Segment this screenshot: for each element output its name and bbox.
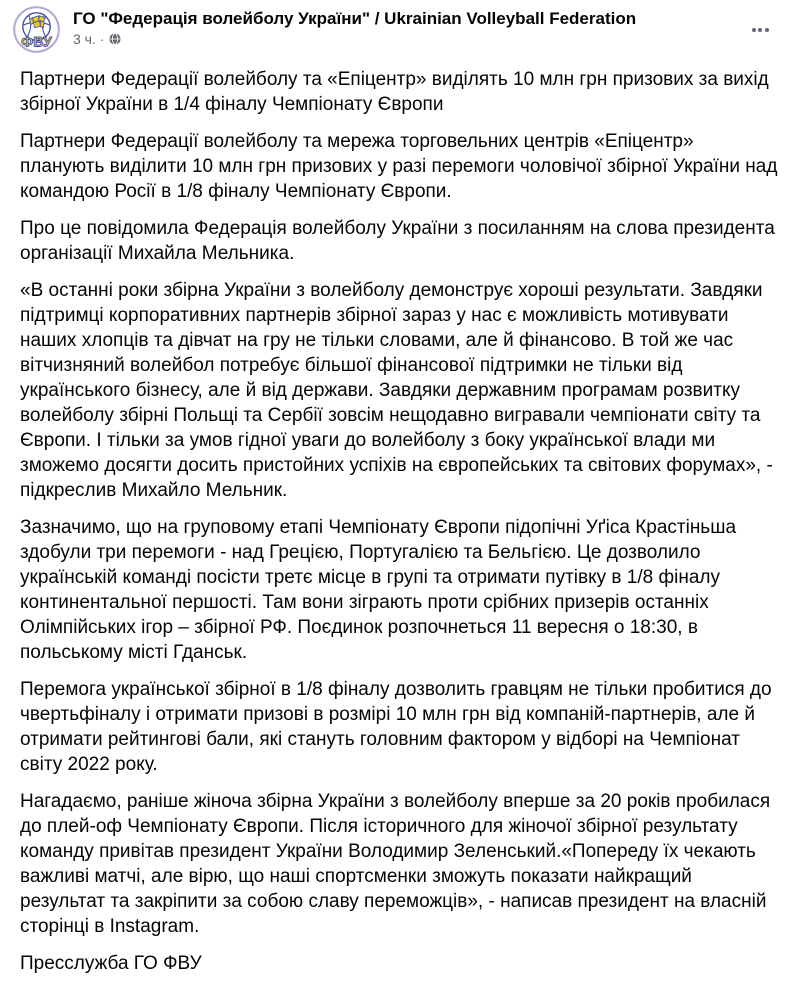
post-paragraph: Зазначимо, що на груповому етапі Чемпіонату Європи підопічні Уґіса Крастіньша здобули три перемоги - над Грецією, Португалією та Бельгією. Це дозволило українській команді посісти третє місце в групі та отримати путівку в 1/8 фіналу континентальної першості. Там вони зіграють проти срібних призерів останніх Олімпійських ігор – збірної РФ. Поєдинок розпочнеться 11 вересня о 18:30, в польському місті Гданськ.: [20, 517, 742, 663]
post-body: [0, 53, 800, 986]
author-name[interactable]: ГО "Федерація волейболу України" / Ukrainian Volleyball Federation: [73, 9, 637, 28]
post-header: [0, 0, 800, 53]
post-meta: [73, 32, 636, 46]
avatar[interactable]: [13, 6, 60, 53]
post-paragraph-headline: Партнери Федерації волейболу та «Епіцентр» виділять 10 млн грн призових за вихід збірної України в 1/4 фіналу Чемпіонату Європи: [20, 69, 774, 115]
post-paragraph: Перемога української збірної в 1/8 фіналу дозволить гравцям не тільки пробитися до чвертьфіналу і отримати призові в розмірі 10 млн грн від компаній-партнерів, але й отримати рейтингові бали, які стануть головним фактором у відборі на Чемпіонат світу 2022 року.: [20, 679, 777, 775]
avatar-logo-text: ФВУ: [21, 34, 52, 51]
meta-separator: ·: [99, 31, 105, 48]
post-paragraph: Партнери Федерації волейболу та мережа торговельних центрів «Епіцентр» планують виділити 10 млн грн призових у разі перемоги чоловічої збірної України над командою Росії в 1/8 фіналу Чемпіонату Європи.: [20, 131, 783, 202]
more-options-button[interactable]: [744, 14, 776, 46]
post-paragraph-quote: «В останні роки збірна України з волейболу демонструє хороші результати. Завдяки підтримці корпоративних партнерів збірної зараз у нас є можливість мотивувати наших хлопців та дівчат на гру не тільки словами, але й фінансово. В той же час вітчизняний волейбол потребує більшої фінансової підтримки не тільки від українського бізнесу, але й від держави. Завдяки державним програмам розвитку волейболу збірні Польщі та Сербії зовсім нещодавно вигравали чемпіонати світу та Європи. І тільки за умов гідної уваги до волейболу з боку української влади ми зможемо досягти досить пристойних успіхів на європейських та світових форумах», - підкреслив Михайло Мельник.: [20, 280, 779, 501]
federation-logo-icon: [13, 6, 60, 53]
ellipsis-icon: [758, 28, 762, 32]
header-info: [73, 6, 636, 46]
post-paragraph: Про це повідомила Федерація волейболу України з посиланням на слова президента організації Михайла Мельника.: [20, 218, 781, 264]
post-paragraph-signature: Пресслужба ГО ФВУ: [20, 953, 202, 974]
ellipsis-icon: [765, 28, 769, 32]
post-paragraph: Нагадаємо, раніше жіноча збірна України з волейболу вперше за 20 років пробилася до плей-оф Чемпіонату Європи. Після історичного для жіночої збірної результату команду привітав президент України Володимир Зеленський.«Попереду їх чекають важливі матчі, але вірю, що наші спортсменки зможуть показати найкращий результат та закріпити за собою славу переможців», - написав президент на власній сторінці в Instagram.: [20, 791, 776, 937]
globe-privacy-icon: [109, 33, 121, 45]
timestamp[interactable]: 3 ч.: [73, 31, 96, 48]
ellipsis-icon: [752, 28, 756, 32]
